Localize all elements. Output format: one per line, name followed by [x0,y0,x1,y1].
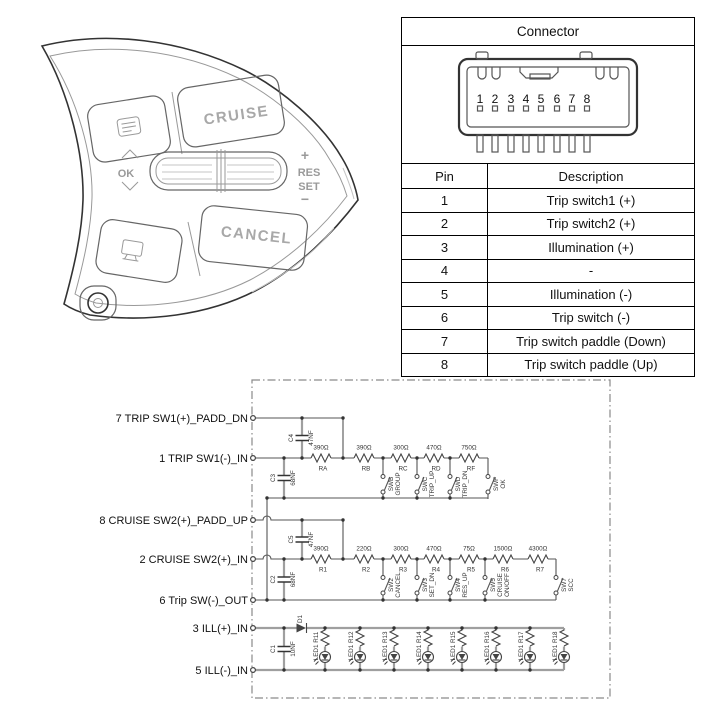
description-cell: Illumination (+) [488,236,695,260]
switch-name: TRIP_UP [429,470,436,498]
pin2-label: 2 CRUISE SW2(+)_IN [139,554,248,566]
connector-housing [459,52,637,135]
table-row [402,212,694,236]
res-label[interactable]: RES [297,167,321,179]
switch-name: SET_DN [429,572,436,598]
description-cell: - [488,259,695,283]
resistor-value: 470Ω [426,444,442,452]
cap-ref: C3 [270,473,277,483]
switch-ref: SW5 [490,578,497,592]
minus-label: − [300,191,310,207]
description-cell: Trip switch2 (+) [488,212,695,236]
table-row [402,330,694,354]
cap-value: 68NF [290,470,297,486]
resistor-ref: R6 [500,566,510,574]
capacitor-C4 [296,436,309,441]
pin7-label: 7 TRIP SW1(+)_PADD_DN [115,413,248,425]
switch-name: GROUP [395,472,402,496]
svg-text:6: 6 [553,92,561,106]
resistor-value: 470Ω [426,545,442,553]
led-branch-label: LED1 R18 [552,631,559,661]
resistor-ref: RC [398,465,408,473]
set-label[interactable]: SET [298,181,320,193]
capacitor-C5 [296,537,309,542]
resistor-value: 390Ω [313,444,329,452]
switch-ref: SW4 [455,578,462,592]
resistor-RA [311,454,331,462]
pin-cell: 1 [402,189,488,213]
resistor-value: 750Ω [461,444,477,452]
svg-text:4: 4 [522,92,530,106]
cap-ref: C2 [270,575,277,584]
description-cell: Illumination (-) [488,283,695,307]
resistor-R7 [528,555,548,563]
description-cell: Trip switch (-) [488,306,695,330]
resistor-value: 4300Ω [528,545,548,553]
connector-panel [401,17,695,377]
pin-terminals [251,416,256,673]
resistor-RF [459,454,479,462]
led-branch-label: LED1 R15 [450,631,457,661]
svg-text:5: 5 [537,92,545,106]
capacitor-C1 [278,647,291,652]
resistor-R2 [354,555,374,563]
connector-drawing [402,46,694,164]
switch-ref: SWD [455,476,462,492]
pin-description-table [402,164,694,376]
resistor-R1 [311,555,331,563]
resistor-value: 300Ω [393,444,409,452]
description-column-header: Description [488,164,695,189]
table-row [402,306,694,330]
pin-cell: 4 [402,259,488,283]
resistor-value: 1500Ω [493,545,513,553]
cap-value: 10NF [290,641,297,657]
switch-ref: SWB [388,476,395,492]
pin-column-header: Pin [402,164,488,189]
switch-name: SCC [568,578,575,592]
table-row [402,189,694,213]
pin-slots [478,106,590,111]
resistor-ref: R4 [431,566,441,574]
cap-value: 68NF [290,571,297,588]
resistor-R5 [459,555,479,563]
led-branch-label: LED1 R16 [484,631,491,661]
pin-cell: 8 [402,353,488,376]
diode-D1 [297,623,307,633]
switch-name: CRUISE [497,573,504,597]
switch-name2: ON/OFF [504,573,511,597]
resistor-value: 300Ω [393,545,409,553]
menu-button[interactable] [86,94,172,163]
resistor-value: 75Ω [463,545,475,553]
svg-text:8: 8 [583,92,591,106]
switch-name: OK [500,479,507,489]
pin1-label: 1 TRIP SW1(-)_IN [159,453,248,465]
switch-ref: SW2 [388,578,395,592]
resistor-value: 390Ω [313,545,329,553]
switch-ref: SWF [493,477,500,491]
pin5-label: 5 ILL(-)_IN [195,665,248,677]
junction-dots [265,416,531,671]
resistor-ref: RB [361,465,371,473]
resistor-ref: RF [466,465,476,473]
svg-text:7: 7 [568,92,576,106]
cap-ref: C4 [288,433,295,443]
switch-name: CANCEL [395,572,402,598]
cancel-label: CANCEL [220,223,293,248]
pin-cell: 3 [402,236,488,260]
led-branch-label: LED1 R12 [348,631,355,661]
cap-value: 47NF [308,531,315,548]
resistor-RC [391,454,411,462]
component-labels [270,430,575,660]
circuit-schematic [0,370,703,717]
table-row [402,259,694,283]
resistor-RD [424,454,444,462]
resistor-ref: R7 [535,566,545,574]
resistor-ref: R3 [398,566,408,574]
pin3-label: 3 ILL(+)_IN [192,623,248,635]
switch-ref: SW3 [422,578,429,592]
resistor-ref: RD [431,465,441,473]
led-branch-label: LED1 R11 [313,631,320,661]
ok-label[interactable]: OK [117,168,135,180]
pin-cell: 6 [402,306,488,330]
cap-ref: C1 [270,644,277,654]
schematic-pin-labels [99,413,248,677]
capacitor-C3 [278,476,291,481]
svg-text:3: 3 [507,92,515,106]
chevron-down-icon[interactable] [122,182,138,190]
description-cell: Trip switch paddle (Up) [488,353,695,376]
switch-ref: SW7 [561,578,568,592]
resistor-value: 390Ω [356,444,372,452]
resistor-ref: R2 [361,566,371,574]
resistor-R3 [391,555,411,563]
resistor-RB [354,454,374,462]
plus-label: + [300,147,310,163]
lower-button-row [94,205,308,284]
menu-icon [117,116,141,136]
connector-pin-numbers [477,92,591,111]
pin8-label: 8 CRUISE SW2(+)_PADD_UP [99,515,248,527]
connector-legs [477,135,590,152]
switch-name: TRIP_DN [462,470,469,498]
capacitor-C2 [278,577,291,582]
middle-controls [118,147,321,207]
driver-screen-icon [121,240,144,262]
led-branch-label: LED1 R14 [416,631,423,661]
led-branch-label: LED1 R17 [518,631,525,661]
resistor-ref: R1 [318,566,328,574]
upper-button-row [86,73,286,163]
svg-text:2: 2 [491,92,499,106]
switch-name: RES_UP [462,572,469,598]
pin-cell: 2 [402,212,488,236]
steering-switch-illustration [12,28,387,338]
resistor-ref: R5 [466,566,476,574]
diode-ref: D1 [297,614,304,624]
led-branch-label: LED1 R13 [382,631,389,661]
pin6-label: 6 Trip SW(-)_OUT [159,595,248,607]
resistor-R4 [424,555,444,563]
connector-title: Connector [402,18,694,46]
resistor-ref: RA [318,465,328,473]
svg-text:1: 1 [476,92,484,106]
table-row [402,236,694,260]
description-cell: Trip switch paddle (Down) [488,330,695,354]
switch-ref: SWC [422,476,429,492]
description-cell: Trip switch1 (+) [488,189,695,213]
resistor-R6 [493,555,513,563]
table-row [402,283,694,307]
cap-value: 47NF [308,430,315,446]
pin-cell: 5 [402,283,488,307]
cruise-label: CRUISE [202,102,271,129]
driver-screen-button[interactable] [94,218,183,284]
pin-cell: 7 [402,330,488,354]
cap-ref: C5 [288,535,295,544]
resistor-value: 220Ω [356,545,372,553]
table-header-row [402,164,694,189]
scroll-wheel[interactable] [150,149,287,193]
